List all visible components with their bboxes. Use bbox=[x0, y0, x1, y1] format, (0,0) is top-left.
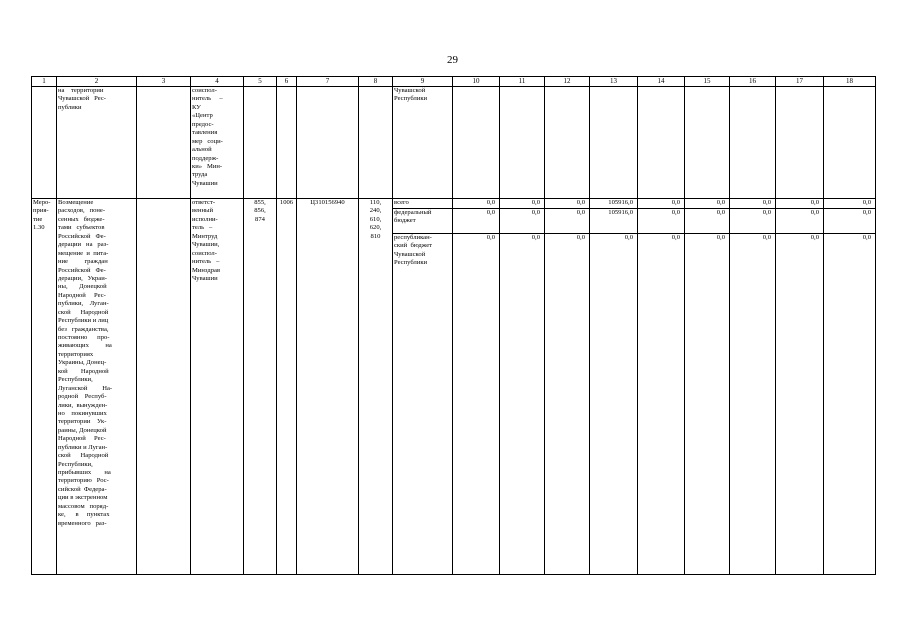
value-cell-col15 bbox=[685, 199, 730, 575]
budget-table bbox=[31, 76, 876, 575]
column-header: 2 bbox=[57, 77, 137, 87]
value-federal: 0,0 bbox=[824, 209, 875, 234]
value-republican: 0,0 bbox=[810, 234, 819, 241]
table-cell bbox=[685, 87, 730, 199]
column-header: 7 bbox=[297, 77, 359, 87]
table-cell bbox=[824, 87, 876, 199]
column-header: 8 bbox=[359, 77, 393, 87]
value-republican: 0,0 bbox=[716, 234, 725, 241]
table-cell bbox=[545, 87, 590, 199]
expense-type-codes: 110, 240, 610, 620, 810 bbox=[359, 199, 393, 575]
value-total: 0,0 bbox=[545, 199, 589, 209]
value-total: 0,0 bbox=[638, 199, 684, 209]
section-code: 1006 bbox=[277, 199, 297, 575]
table-cell bbox=[244, 87, 277, 199]
value-federal: 0,0 bbox=[685, 209, 729, 234]
column-header: 15 bbox=[685, 77, 730, 87]
value-cell-col17 bbox=[776, 199, 824, 575]
table-cell bbox=[359, 87, 393, 199]
grbs-codes: 855, 856, 874 bbox=[244, 199, 277, 575]
measure-description: Возмещение расходов, поне- сенных бюдже- тами субъектов Российской Фе- дерации на раз- мещение и пита- ние граждан Российской Фе- дерации, Украи- ны, Донецкой Народной Рес- публики, Луган- ской Народной Республики и лиц без гражданства, постоянно про- живающих на территориях Украины, Донец- кой Народной Республики, Луганской На- родной Респуб- лики, вынужден- но покинувших территории Ук- раины, Донецкой Народной Рес- публики и Луган- ской Народной Республики, прибывших на территорию Рос- сийской Федера- ции в экстренном массовом поряд- ке, в пунктах временного раз- bbox=[57, 199, 137, 575]
column-header: 18 bbox=[824, 77, 876, 87]
value-federal: 0,0 bbox=[545, 209, 589, 234]
target-article: Ц310156940 bbox=[297, 199, 359, 575]
continuation-row bbox=[32, 87, 876, 199]
executor: ответст- венный исполни- тель – Минтруд Чувашии, соиспол- нитель – Минздрав Чувашии bbox=[191, 199, 244, 575]
value-cell-col13 bbox=[590, 199, 638, 575]
value-republican: 0,0 bbox=[671, 234, 680, 241]
table-cell bbox=[590, 87, 638, 199]
value-cell-col16 bbox=[730, 199, 776, 575]
source-total: всего bbox=[393, 199, 452, 209]
column-header: 9 bbox=[393, 77, 453, 87]
value-total: 0,0 bbox=[824, 199, 875, 209]
value-total: 0,0 bbox=[776, 199, 823, 209]
table-cell bbox=[297, 87, 359, 199]
column-header: 4 bbox=[191, 77, 244, 87]
column-header: 3 bbox=[137, 77, 191, 87]
value-federal: 0,0 bbox=[500, 209, 544, 234]
value-federal: 105916,0 bbox=[590, 209, 637, 234]
value-republican: 0,0 bbox=[762, 234, 771, 241]
column-header: 6 bbox=[277, 77, 297, 87]
value-total: 0,0 bbox=[500, 199, 544, 209]
value-cell-col18 bbox=[824, 199, 876, 575]
table-cell bbox=[137, 87, 191, 199]
value-federal: 0,0 bbox=[453, 209, 499, 234]
column-header: 1 bbox=[32, 77, 57, 87]
table-cell bbox=[277, 87, 297, 199]
value-total: 0,0 bbox=[685, 199, 729, 209]
table-cell bbox=[730, 87, 776, 199]
column-header: 10 bbox=[453, 77, 500, 87]
value-cell-col14 bbox=[638, 199, 685, 575]
column-header: 12 bbox=[545, 77, 590, 87]
table-cell bbox=[137, 199, 191, 575]
value-federal: 0,0 bbox=[776, 209, 823, 234]
column-header: 17 bbox=[776, 77, 824, 87]
executor-cont: соиспол- нитель – КУ «Центр предос- тавления мер соци- альной поддерж- ки» Мин- труда Чувашии bbox=[191, 87, 244, 199]
column-number-row bbox=[32, 77, 876, 87]
value-republican: 0,0 bbox=[862, 234, 871, 241]
table-cell bbox=[638, 87, 685, 199]
page-number: 29 bbox=[447, 54, 458, 66]
column-header: 13 bbox=[590, 77, 638, 87]
funding-source-cont: Чувашской Республики bbox=[393, 87, 453, 199]
source-federal: федеральный бюджет bbox=[393, 209, 452, 234]
measure-description-cont: на территории Чувашской Рес- публики bbox=[57, 87, 137, 199]
value-republican: 0,0 bbox=[624, 234, 633, 241]
value-total: 0,0 bbox=[453, 199, 499, 209]
table-cell bbox=[32, 87, 57, 199]
table-cell bbox=[500, 87, 545, 199]
funding-sources-cell bbox=[393, 199, 453, 575]
value-republican: 0,0 bbox=[486, 234, 495, 241]
value-cell-col10 bbox=[453, 199, 500, 575]
table-cell bbox=[453, 87, 500, 199]
value-republican: 0,0 bbox=[531, 234, 540, 241]
measure-row bbox=[32, 199, 876, 575]
value-cell-col11 bbox=[500, 199, 545, 575]
column-header: 14 bbox=[638, 77, 685, 87]
value-federal: 0,0 bbox=[730, 209, 775, 234]
source-republican: республикан- ский бюджет Чувашской Республики bbox=[394, 234, 433, 267]
value-total: 105916,0 bbox=[590, 199, 637, 209]
value-federal: 0,0 bbox=[638, 209, 684, 234]
measure-number: Меро- прия- тие 1.30 bbox=[32, 199, 57, 575]
column-header: 11 bbox=[500, 77, 545, 87]
column-header: 16 bbox=[730, 77, 776, 87]
value-total: 0,0 bbox=[730, 199, 775, 209]
column-header: 5 bbox=[244, 77, 277, 87]
value-republican: 0,0 bbox=[576, 234, 585, 241]
table-cell bbox=[776, 87, 824, 199]
value-cell-col12 bbox=[545, 199, 590, 575]
